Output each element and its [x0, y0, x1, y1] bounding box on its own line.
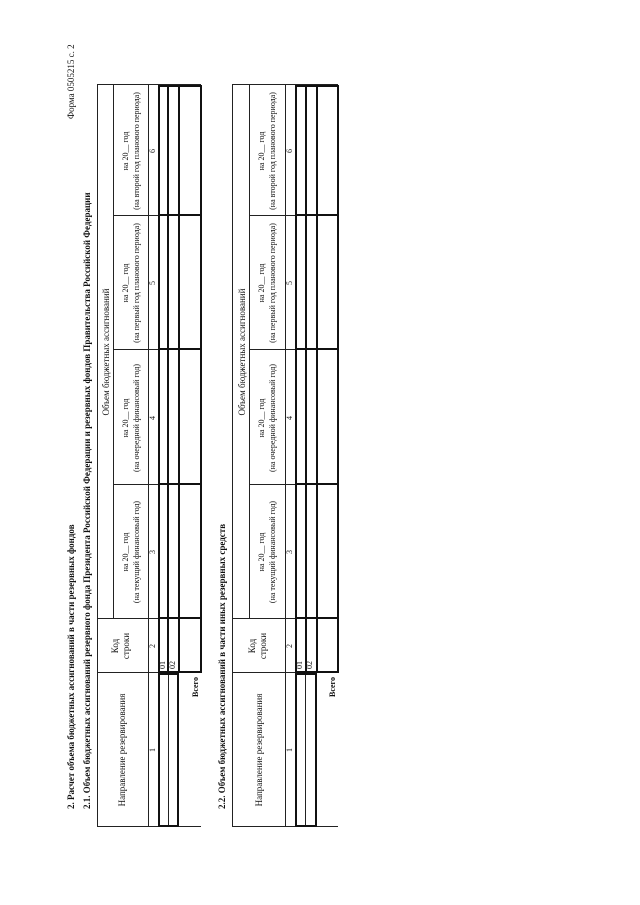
header-year-3-note: (на первый год планового периода): [268, 223, 277, 343]
header-code-line2: строки: [258, 632, 268, 660]
col-number-2: 2: [285, 644, 294, 648]
row-code: 02: [305, 661, 314, 669]
col-number-5: 5: [148, 281, 157, 285]
header-year-2: на 20__ год: [257, 398, 266, 438]
form-label: Форма 0505215 с. 2: [66, 44, 76, 119]
header-year-4-note: (на второй год планового периода): [268, 92, 277, 210]
header-volume: Объем бюджетных ассигнований: [101, 288, 111, 416]
header-year-4: на 20__ год: [121, 131, 130, 171]
header-year-2: на 20__ год: [121, 398, 130, 438]
header-direction: Направление резервирования: [117, 693, 127, 807]
header-year-1-note: (на текущий финансовый год): [268, 500, 277, 604]
header-year-3-note: (на первый год планового периода): [132, 223, 141, 343]
col-number-1: 1: [285, 748, 294, 752]
row-code: 01: [158, 661, 167, 669]
col-number-4: 4: [148, 416, 157, 420]
header-year-3: на 20__ год: [257, 263, 266, 303]
header-year-1: на 20__ год: [257, 532, 266, 572]
col-number-6: 6: [148, 149, 157, 153]
header-year-4-note: (на второй год планового периода): [132, 92, 141, 210]
table-1-title: 2.1. Объем бюджетных ассигнований резервного фонда Президента Российской Федерации и резервных фондов Правительства Российской Федерации: [82, 192, 92, 809]
header-code-line1: Код: [110, 638, 120, 654]
col-number-1: 1: [148, 748, 157, 752]
header-year-3: на 20__ год: [121, 263, 130, 303]
header-code-line1: Код: [247, 638, 257, 654]
header-volume: Объем бюджетных ассигнований: [237, 288, 247, 416]
section-title: 2. Расчет объема бюджетных ассигнований в части резервных фондов: [66, 524, 76, 809]
header-year-2-note: (на очередной финансовый год): [268, 363, 277, 473]
col-number-3: 3: [285, 550, 294, 554]
total-label: Всего: [191, 677, 200, 697]
header-year-1-note: (на текущий финансовый год): [132, 500, 141, 604]
col-number-3: 3: [148, 550, 157, 554]
total-label: Всего: [328, 677, 337, 697]
header-year-1: на 20__ год: [121, 532, 130, 572]
table-2-title: 2.2. Объем бюджетных ассигнований в части иных резервных средств: [217, 523, 227, 809]
col-number-4: 4: [285, 416, 294, 420]
header-code-line2: строки: [121, 632, 131, 660]
col-number-5: 5: [285, 281, 294, 285]
col-number-2: 2: [148, 644, 157, 648]
col-number-6: 6: [285, 149, 294, 153]
row-code: 02: [168, 661, 177, 669]
row-code: 01: [295, 661, 304, 669]
header-year-2-note: (на очередной финансовый год): [132, 363, 141, 473]
header-year-4: на 20__ год: [257, 131, 266, 171]
header-direction: Направление резервирования: [254, 693, 264, 807]
